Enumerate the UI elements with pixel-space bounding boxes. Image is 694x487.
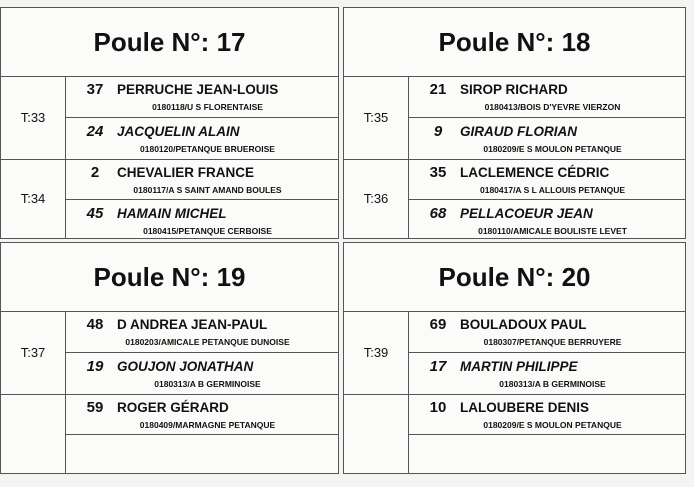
player-number: 59 bbox=[86, 399, 104, 416]
player-club: 0180209/E S MOULON PETANQUE bbox=[483, 144, 622, 154]
player-club: 0180313/A B GERMINOISE bbox=[499, 379, 606, 389]
player-number: 24 bbox=[86, 123, 104, 140]
player-name: HAMAIN MICHEL bbox=[117, 206, 227, 221]
table-number: T:37 bbox=[1, 311, 66, 394]
player-name: D ANDREA JEAN-PAUL bbox=[117, 317, 268, 332]
player-number: 48 bbox=[86, 316, 104, 333]
player-club: 0180415/PETANQUE CERBOISE bbox=[143, 226, 272, 236]
player-club: 0180203/AMICALE PETANQUE DUNOISE bbox=[125, 337, 290, 347]
player-row bbox=[65, 311, 338, 352]
player-row bbox=[408, 199, 685, 241]
poule-card-20 bbox=[343, 242, 686, 474]
player-row bbox=[408, 159, 685, 200]
player-name: SIROP RICHARD bbox=[460, 82, 568, 97]
player-number: 19 bbox=[86, 358, 104, 375]
table-number bbox=[344, 394, 409, 473]
table-group bbox=[344, 159, 685, 238]
table-group bbox=[1, 394, 338, 473]
table-group bbox=[344, 76, 685, 160]
player-row bbox=[408, 352, 685, 394]
player-club: 0180120/PETANQUE BRUEROISE bbox=[140, 144, 275, 154]
player-name: JACQUELIN ALAIN bbox=[117, 124, 240, 139]
player-row bbox=[408, 76, 685, 117]
player-name: LACLEMENCE CÉDRIC bbox=[460, 165, 610, 180]
player-row bbox=[408, 394, 685, 435]
player-row bbox=[65, 117, 338, 159]
table-number: T:33 bbox=[1, 76, 66, 159]
table-group bbox=[1, 159, 338, 238]
poule-title: Poule N°: 19 bbox=[1, 243, 338, 312]
player-row bbox=[65, 394, 338, 435]
player-row bbox=[65, 159, 338, 200]
player-row bbox=[65, 76, 338, 117]
table-number: T:34 bbox=[1, 159, 66, 238]
player-name: GIRAUD FLORIAN bbox=[460, 124, 577, 139]
player-club: 0180417/A S L ALLOUIS PETANQUE bbox=[479, 185, 625, 195]
player-row-empty bbox=[408, 434, 685, 476]
player-name: GOUJON JONATHAN bbox=[117, 359, 254, 374]
player-club: 0180307/PETANQUE BERRUYERE bbox=[483, 337, 622, 347]
player-number: 9 bbox=[433, 123, 443, 140]
player-club: 0180117/A S SAINT AMAND BOULES bbox=[133, 185, 282, 195]
poule-card-17 bbox=[0, 7, 339, 239]
player-name: CHEVALIER FRANCE bbox=[117, 165, 255, 180]
player-number: 35 bbox=[429, 164, 447, 181]
player-row bbox=[65, 199, 338, 241]
player-name: PERRUCHE JEAN-LOUIS bbox=[117, 82, 279, 97]
player-club: 0180118/U S FLORENTAISE bbox=[152, 102, 263, 112]
player-number: 45 bbox=[86, 205, 104, 222]
player-name: LALOUBERE DENIS bbox=[460, 400, 590, 415]
player-name: ROGER GÉRARD bbox=[117, 400, 229, 415]
player-row bbox=[408, 311, 685, 352]
table-number: T:36 bbox=[344, 159, 409, 238]
player-number: 68 bbox=[429, 205, 447, 222]
player-number: 17 bbox=[429, 358, 447, 375]
player-club: 0180110/AMICALE BOULISTE LEVET bbox=[478, 226, 627, 236]
table-group bbox=[1, 311, 338, 395]
player-number: 2 bbox=[90, 164, 100, 181]
player-number: 21 bbox=[429, 81, 447, 98]
player-club: 0180413/BOIS D'YEVRE VIERZON bbox=[484, 102, 621, 112]
player-number: 69 bbox=[429, 316, 447, 333]
table-number bbox=[1, 394, 66, 473]
table-group bbox=[344, 311, 685, 395]
poule-card-18 bbox=[343, 7, 686, 239]
table-group bbox=[344, 394, 685, 473]
player-row bbox=[408, 117, 685, 159]
poule-card-19 bbox=[0, 242, 339, 474]
player-number: 37 bbox=[86, 81, 104, 98]
player-row-empty bbox=[65, 434, 338, 476]
player-club: 0180209/E S MOULON PETANQUE bbox=[483, 420, 622, 430]
player-name: PELLACOEUR JEAN bbox=[460, 206, 593, 221]
poule-title: Poule N°: 18 bbox=[344, 8, 685, 77]
player-club: 0180313/A B GERMINOISE bbox=[154, 379, 261, 389]
player-row bbox=[65, 352, 338, 394]
player-club: 0180409/MARMAGNE PETANQUE bbox=[139, 420, 276, 430]
table-number: T:39 bbox=[344, 311, 409, 394]
player-name: MARTIN PHILIPPE bbox=[460, 359, 578, 374]
table-number: T:35 bbox=[344, 76, 409, 159]
player-name: BOULADOUX PAUL bbox=[460, 317, 587, 332]
player-number: 10 bbox=[429, 399, 447, 416]
poule-title: Poule N°: 20 bbox=[344, 243, 685, 312]
poule-title: Poule N°: 17 bbox=[1, 8, 338, 77]
table-group bbox=[1, 76, 338, 160]
